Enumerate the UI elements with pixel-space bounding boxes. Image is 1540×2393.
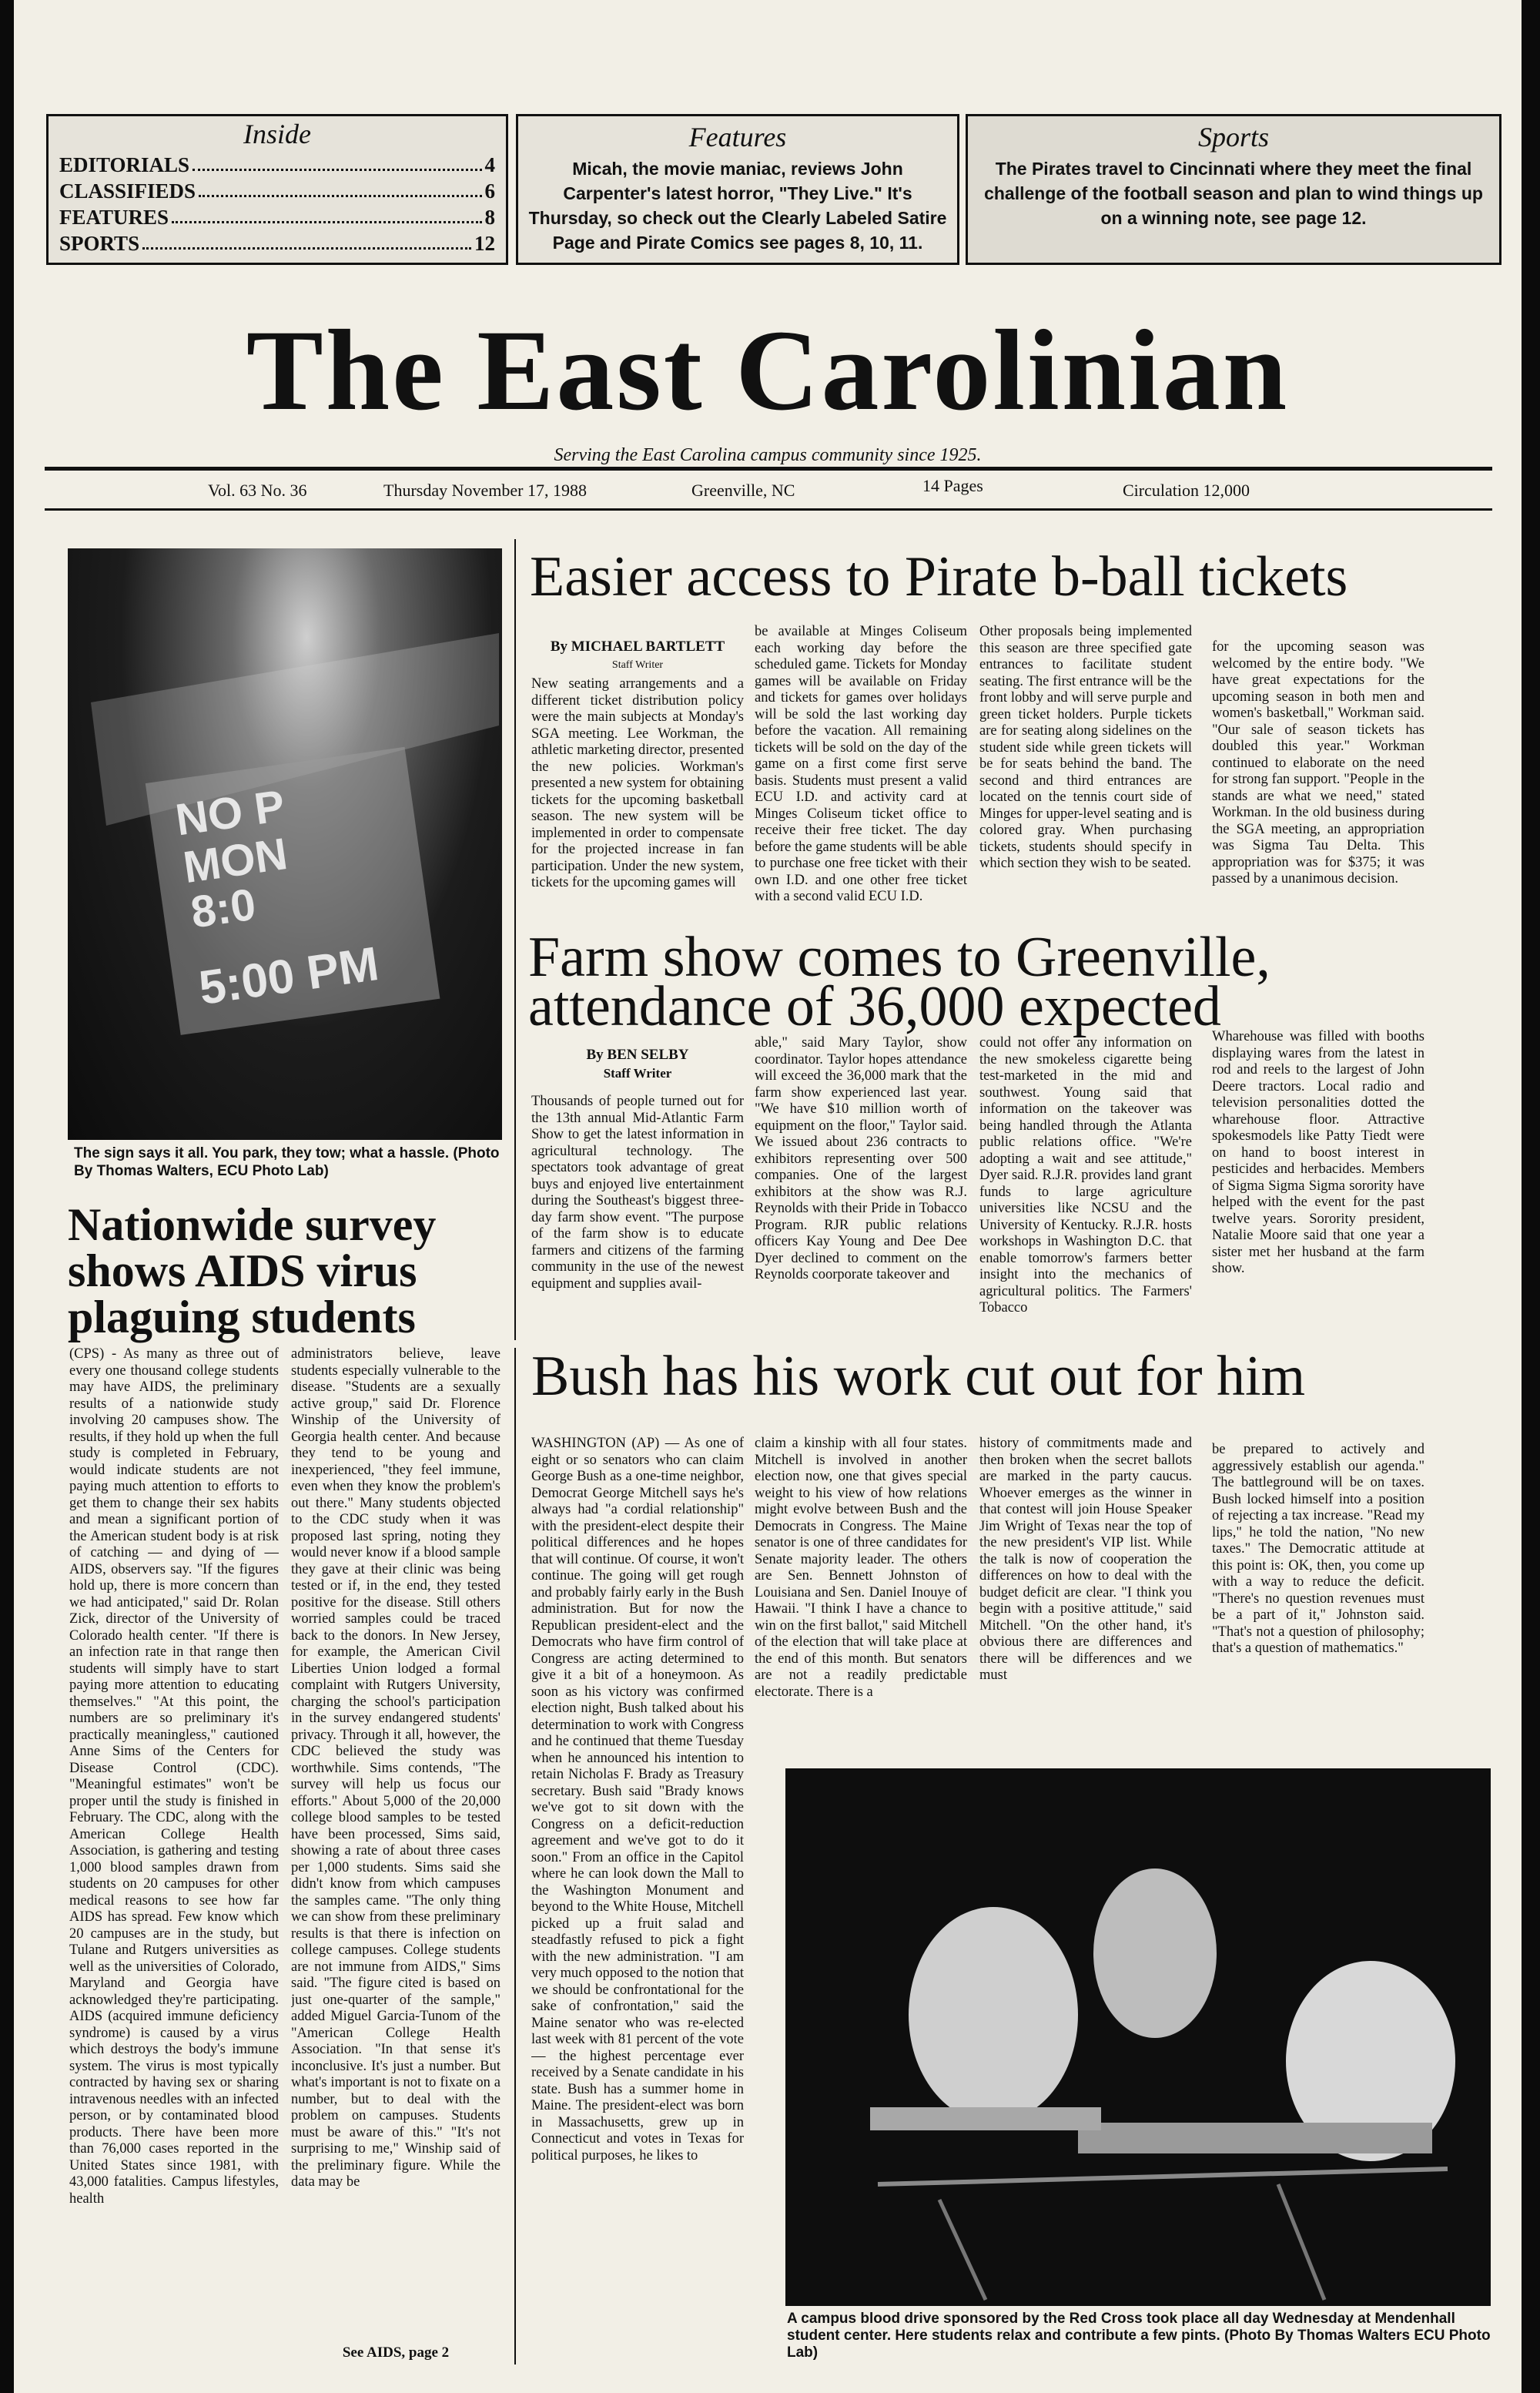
issue-location: Greenville, NC [691,481,795,500]
aids-col-1: (CPS) - As many as three out of every one thousand college students may have AIDS, the preliminary results of a nationwide study involving 20 campuses show. The results, if they hold up when the full study is completed in February, would indicate students are not paying much attention to efforts to get them to change their sex habits and mean a significant portion of the American student body is at risk of catching — and dying of — AIDS, observers say. "If the figures hold up, there is more concern than we had anticipated," said Dr. Rolan Zick, director of the University of Colorado health center. "If there is an infection rate in that range then students will simply have to start paying more attention to educating themselves." "At this point, the numbers are so preliminary it's practically meaningless," cautioned Anne Sims of the Centers for Disease Control (CDC). "Meaningful estimates" won't be proper until the study is finished in February. The CDC, along with the American College Health Association, is gathering and testing 1,000 blood samples drawn from students on 20 campuses for other medical reasons to see how far AIDS has spread. Few know which 20 campuses are in the study, but Tulane and Rutgers universities as well as the universities of Colorado, Maryland and Georgia have acknowledged they're participating. AIDS (acquired immune deficiency syndrome) is caused by a virus which destroys the body's immune system. The virus is most typically contracted by having sex or sharing intravenous needles with an infected person, or by contaminated blood products. There have been more than 76,000 cases reported in the United States since 1981, with 43,000 fatalities. Campus lifestyles, health [69,1346,279,2207]
blood-drive-photo [785,1768,1491,2306]
sports-teaser-box[interactable] [966,114,1502,265]
sports-text: The Pirates travel to Cincinnati where they meet the final challenge of the football season and plan to wind things up on a winning note, see page 12. [984,159,1483,228]
inside-item-sports[interactable]: SPORTS 12 [59,232,495,255]
sign-text-line4: 5:00 PM [196,937,382,1015]
tickets-byline: By MICHAEL BARTLETT Staff Writer [550,638,725,671]
tickets-col-1: New seating arrangements and a different ticket distribution policy were the main subjects at Monday's SGA meeting. Lee Workman, the athletic marketing director, presented the new policies. Workman's presented a new system for obtaining tickets for the upcoming basketball season. The new system will be implemented in order to compensate for the projected increase in fan participation. Under the new system, tickets for the upcoming games will [531,676,744,890]
issue-date: Thursday November 17, 1988 [383,481,587,500]
tickets-col-4: for the upcoming season was welcomed by the entire body. "We have great expectations for the upcoming season in both men and women's basketball," Workman said. "Our sale of season tickets has doubled this year." Workman continued to elaborate on the need for strong fan support. "People in the stands are what we need," stated Workman. In the old business during the SGA meeting, an appropriation was Sigma Tau Delta. This appropriation was for $375; it was passed by a unanimous decision. [1212,639,1424,886]
farm-col-4: Wharehouse was filled with booths displaying wares from the latest in rod and reels to the largest of John Deere tractors. Local radio and television personalities dotted the wharehouse floor. Attractive spokesmodels like Patty Tiedt were on hand to boost interest in pesticides and herbacides. Members of Sigma Sigma Sigma sorority have helped with the event for the past twelve years. Sorority president, Natalie Moore said that one year a sister met her husband at the farm show. [1212,1029,1424,1276]
features-text: Micah, the movie maniac, reviews John Carpenter's latest horror, "They Live." It's Thursday, so check out the Clearly Labeled Satire Page and Pirate Comics see pages 8, 10, 11. [528,159,947,253]
sign-text-line2: MON [180,828,291,893]
inside-title: Inside [243,119,311,149]
inside-item-features[interactable]: FEATURES 8 [59,206,495,229]
sports-title: Sports [1197,122,1270,152]
aids-headline[interactable]: Nationwide survey shows AIDS virus plaguing students [68,1199,437,1342]
inside-item-classifieds[interactable]: CLASSIFIEDS 6 [59,179,495,203]
farm-col-2: able," said Mary Taylor, show coordinator. Taylor hopes attendance will exceed the 36,000 mark that the farm show experienced last year. "We have $10 million worth of equipment on the floor," Taylor said. We issued about 236 contracts to exhibitors representing over 500 companies. One of the largest exhibitors at the show was R.J. Reynolds with their Pride in Tobacco Program. RJR public relations officers Kay Young and Dee Dee Dyer declined to comment on the Reynolds coorporate takeover and [755,1035,967,1282]
masthead-tagline: Serving the East Carolina campus community since 1925. [554,445,982,465]
sign-text-line3: 8:0 [187,879,259,938]
tickets-col-3: Other proposals being implemented this season are three specified gate entrances to facilitate student seating. The first entrance will be the front lobby and will serve purple and green ticket holders. Purple tickets are for seating along sidelines on the student side while green tickets will be for seats behind the band. The second and third entrances are located on the tennis court side of Minges for upper-level seating and is colored gray. When purchasing tickets, students should specify in which section they wish to be seated. [979,624,1192,871]
column-divider [514,539,516,1340]
volume-number: Vol. 63 No. 36 [208,481,307,500]
bush-col-2: claim a kinship with all four states. Mitchell is involved in another election now, one that gives special weight to his view of how relations might evolve between Bush and the Democrats in Congress. The Maine senator is one of three candidates for Senate majority leader. The others are Sen. Bennett Johnston of Louisiana and Sen. Daniel Inouye of Hawaii. "I think I have a chance to win on the first ballot," said Mitchell of the election that will take place at the end of this month. But senators are not a readily predictable electorate. There is a [755,1436,967,1700]
newspaper-page [14,0,1522,2393]
towing-photo-caption: The sign says it all. You park, they tow; what a hassle. (Photo By Thomas Walters, ECU Photo Lab) [74,1145,500,1179]
bush-col-3: history of commitments made and then broken when the secret ballots are marked in the party caucus. Whoever emerges as the winner in that contest will join House Speaker Jim Wright of Texas near the top of the new president's VIP list. While the talk is now of cooperation the differences on how to deal with the budget deficit are clear. "I think you begin with a positive attitude," said Mitchell. "On the other hand, it's obvious there are differences and there will be differences and we must [979,1436,1192,1683]
tickets-headline[interactable]: Easier access to Pirate b-ball tickets [530,545,1348,608]
inside-index-box [46,114,508,265]
circulation: Circulation 12,000 [1123,481,1250,500]
bush-headline[interactable]: Bush has his work cut out for him [531,1345,1306,1408]
masthead-title: The East Carolinian [246,307,1290,434]
bush-col-1: WASHINGTON (AP) — As one of eight or so senators who can claim George Bush as a one-time neighbor, Democrat George Mitchell says he's always had "a cordial relationship" with the president-elect despite their political differences and he hopes that will continue. Of course, it won't continue. The going will get rough and probably fairly early in the Bush administration. But for now the Republican president-elect and the Democrats who have firm control of Congress are acting determined to give it a bit of a honeymoon. As soon as his victory was confirmed election night, Bush talked about his determination to work with Congress and he continued that theme Tuesday when he announced his intention to retain Nicholas F. Brady as Treasury secretary. Bush said "Brady knows we've got to sit down with the Congress on a deficit-reduction agreement and we've got to do it soon." From an office in the Capitol where he can look down the Mall to the Washington Monument and beyond to the White House, Mitchell picked up a fruit salad and steadfastly refused to pick a fight with the new administration. "I am very much opposed to the notion that we should be confrontational for the sake of confrontation," said the Maine senator who was re-elected last week with 81 percent of the vote — the highest percentage ever received by a Senate candidate in his state. Bush has a summer home in Maine. The president-elect was born in Massachusetts, grew up in Connecticut and votes in Texas for political purposes, he likes to [531,1436,744,2163]
inside-item-editorials[interactable]: EDITORIALS 4 [59,153,495,176]
lower-column-divider [514,1348,516,2365]
features-title: Features [688,122,787,152]
farm-col-1: Thousands of people turned out for the 13th annual Mid-Atlantic Farm Show to get the latest information in agricultural technology. The spectators took advantage of great buys and enjoyed live entertainment during the Southeast's biggest three-day farm show event. "The purpose of the farm show is to educate farmers and citizens of the farming community in the use of the newest equipment and supplies avail- [531,1094,744,1292]
features-teaser-box[interactable] [516,114,959,265]
tickets-col-2: be available at Minges Coliseum each working day before the scheduled game. Tickets for Monday games will be available on Friday and tickets for games over holidays will be sold the last working day before the vacation. All remaining tickets will be sold on the day of the game on a first come first serve basis. Students must present a valid ECU I.D. and activity card at Minges Coliseum ticket office to receive their free ticket. The day before the game students will be able to purchase one free ticket with their own I.D. and one other free ticket with a second valid ECU I.D. [755,624,967,904]
towing-sign-photo [68,548,502,1140]
farm-col-3: could not offer any information on the new smokeless cigarette being test-marketed in the mid and southwest. Young said that information on the takeover was being handled through the Atlanta public relations office. "We're adopting a wait and see attitude," Dyer said. R.J.R. provides land grant funds to large agriculture universities like NCSU and the University of Kentucky. R.J.R. hosts workshops in Washington D.C. that enable tomorrow's farmers better insight into the mechanics of agricultural politics. The Farmers' Tobacco [979,1035,1192,1315]
masthead-rule-bottom [45,508,1492,511]
masthead-rule-top [45,467,1492,471]
sign-text-line1: NO P [172,780,288,846]
page-count: 14 Pages [922,476,983,495]
farm-headline-line1[interactable]: Farm show comes to Greenville, [528,926,1270,989]
blood-drive-caption: A campus blood drive sponsored by the Red Cross took place all day Wednesday at Mendenhall student center. Here students relax and contribute a few pints. (Photo By Thomas Walters ECU Photo Lab) [787,2311,1491,2361]
aids-continued-link[interactable]: See AIDS, page 2 [342,2344,450,2361]
bush-col-4: be prepared to actively and aggressively establish our agenda." The battleground will be on taxes. Bush locked himself into a position of rejecting a tax increase. "Read my lips," he told the nation, "No new taxes." The Democratic attitude at this point is: OK, then, you come up with a way to reduce the deficit. "There's no question revenues must be a part of it," Johnston said. "That's not a question of philosophy; that's a question of mathematics." [1212,1442,1424,1656]
aids-col-2: administrators believe, leave students especially vulnerable to the disease. "Students are a sexually active group," said Dr. Florence Winship of the University of Georgia health center. And because they tend to be young and inexperienced, "they feel immune, even when they know the problem's out there." Many students objected to the CDC study when it was proposed last spring, noting they would never know if a blood sample they gave at their clinic was being tested or if, in the end, they tested positive for the disease. Still others worried samples could be traced back to the donors. In New Jersey, for example, the American Civil Liberties Union lodged a formal complaint with Rutgers University, charging the school's participation in the survey endangered students' privacy. Through it all, however, the CDC believed the study was worthwhile. Sims contends, "The survey will help us focus our efforts." About 5,000 of the 20,000 college blood samples to be tested have been processed, Sims said, showing a rate of about three cases per 1,000 students. Sims said she didn't know from which campuses the samples came. "The only thing we can show from these preliminary results is that there is infection on college campuses. College students are not immune from AIDS," Sims said. "The figure cited is based on just one-quarter of the sample," added Miguel Garcia-Tunom of the "American College Health Association. "In that sense it's inconclusive. It's just a number. But what's important is not to fixate on a number, but to deal with the problem on campuses. Students must be aware of this." "It's not surprising to me," Winship said of the preliminary figure. While the data may be [291,1346,500,2190]
blood-drive-scene [785,1768,1491,2306]
farm-byline: By BEN SELBY Staff Writer [586,1047,689,1081]
farm-headline-line2[interactable]: attendance of 36,000 expected [528,975,1221,1038]
